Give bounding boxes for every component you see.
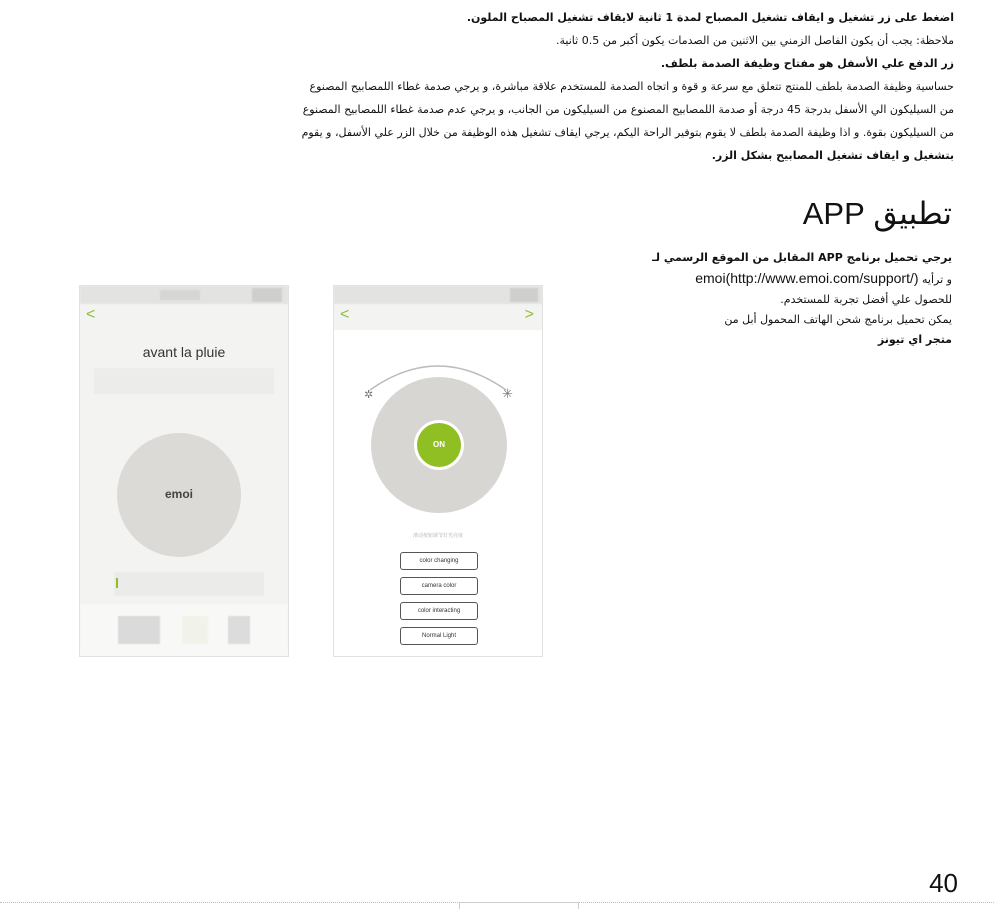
subtitle-blurred — [94, 368, 274, 394]
bright-sun-icon: ✳ — [502, 386, 513, 401]
status-bar-blurred — [160, 290, 200, 300]
bottom-tab-blurred[interactable] — [228, 616, 250, 644]
intro-line-6: من السيليكون بقوة. و اذا وظيفة الصدمة بلطف لا يقوم بتوفير الراحة اليكم، يرجي ايقاف تشغيل هذه الوظيفة من خلال الزر علي الأسفل، و يقوم — [301, 126, 954, 139]
app-url-suffix: و ترأيه — [922, 273, 952, 286]
phone-screenshot-brand — [79, 285, 289, 657]
page-number: 40 — [929, 868, 958, 898]
cursor-mark — [116, 578, 118, 588]
power-on-button[interactable]: ON — [417, 423, 461, 467]
phone-brand-title: avant la pluie — [142, 344, 226, 360]
brand-logo-text: emoi — [164, 487, 193, 501]
color-changing-button[interactable]: color changing — [400, 552, 478, 570]
intro-line-7: بتشغيل و ايقاف تشغيل المصابيح بشكل الزر. — [711, 149, 954, 162]
app-line-5: متجر اي تيونز — [877, 333, 952, 346]
text-blurred — [114, 572, 264, 596]
forward-arrow-icon[interactable]: > — [524, 306, 534, 323]
intro-line-3: زر الدفع علي الأسفل هو مفتاح وظيفة الصدمة بلطف. — [660, 57, 954, 70]
status-bar-blurred — [252, 288, 282, 302]
app-line-3: للحصول علي أفضل تجربة للمستخدم. — [780, 293, 952, 306]
app-line-1: يرجي تحميل برنامج APP المقابل من الموقع الرسمي لـ — [652, 251, 952, 264]
dim-sun-icon: ✲ — [364, 389, 374, 401]
bottom-tab-blurred[interactable] — [118, 616, 160, 644]
intro-line-2: ملاحظة: يجب أن يكون الفاصل الزمني بين الاثنين من الصدمات يكون أكبر من 0.5 ثانية. — [556, 34, 954, 47]
app-section-body — [572, 248, 952, 350]
support-url-link[interactable]: emoi(http://www.emoi.com/support/) — [695, 270, 919, 286]
back-arrow-icon[interactable]: < — [340, 306, 350, 323]
phone-screenshot-controls — [333, 285, 543, 657]
app-line-2 — [572, 268, 952, 290]
status-bar-blurred — [510, 288, 538, 302]
intro-line-1: اضغط على زر تشغيل و ايقاف تشغيل المصباح لمدة 1 ثانية لايقاف تشغيل المصباح الملون. — [466, 11, 954, 24]
app-section-title: تطبيق APP — [802, 196, 952, 231]
camera-color-button[interactable]: camera color — [400, 577, 478, 595]
intro-line-4: حساسية وظيفة الصدمة بلطف للمنتج تتعلق مع سرعة و قوة و اتجاه الصدمة للمستخدم علاقة مباشرة، و يرجي صدمة غطاء اللمصابيح المصنوع — [309, 80, 954, 93]
color-interacting-button[interactable]: color interacting — [400, 602, 478, 620]
normal-light-button[interactable]: Normal Light — [400, 627, 478, 645]
intro-line-5: من السيليكون الي الأسفل بدرجة 45 درجة أو صدمة اللمصابيح المصنوع من السيليكون من الجانب، و يرجي عدم صدمة غطاء اللمصابيح المصنوع — [302, 103, 954, 116]
brand-circle — [117, 433, 241, 557]
bottom-tab-blurred[interactable] — [182, 616, 208, 644]
app-line-4: يمكن تحميل برنامج شحن الهاتف المحمول أبل من — [724, 313, 952, 326]
intro-text-block — [74, 6, 954, 167]
power-control-ring — [371, 377, 507, 513]
slider-caption: 滑动按钮调节灯光亮度 — [412, 533, 463, 539]
back-arrow-icon[interactable]: < — [86, 306, 96, 323]
